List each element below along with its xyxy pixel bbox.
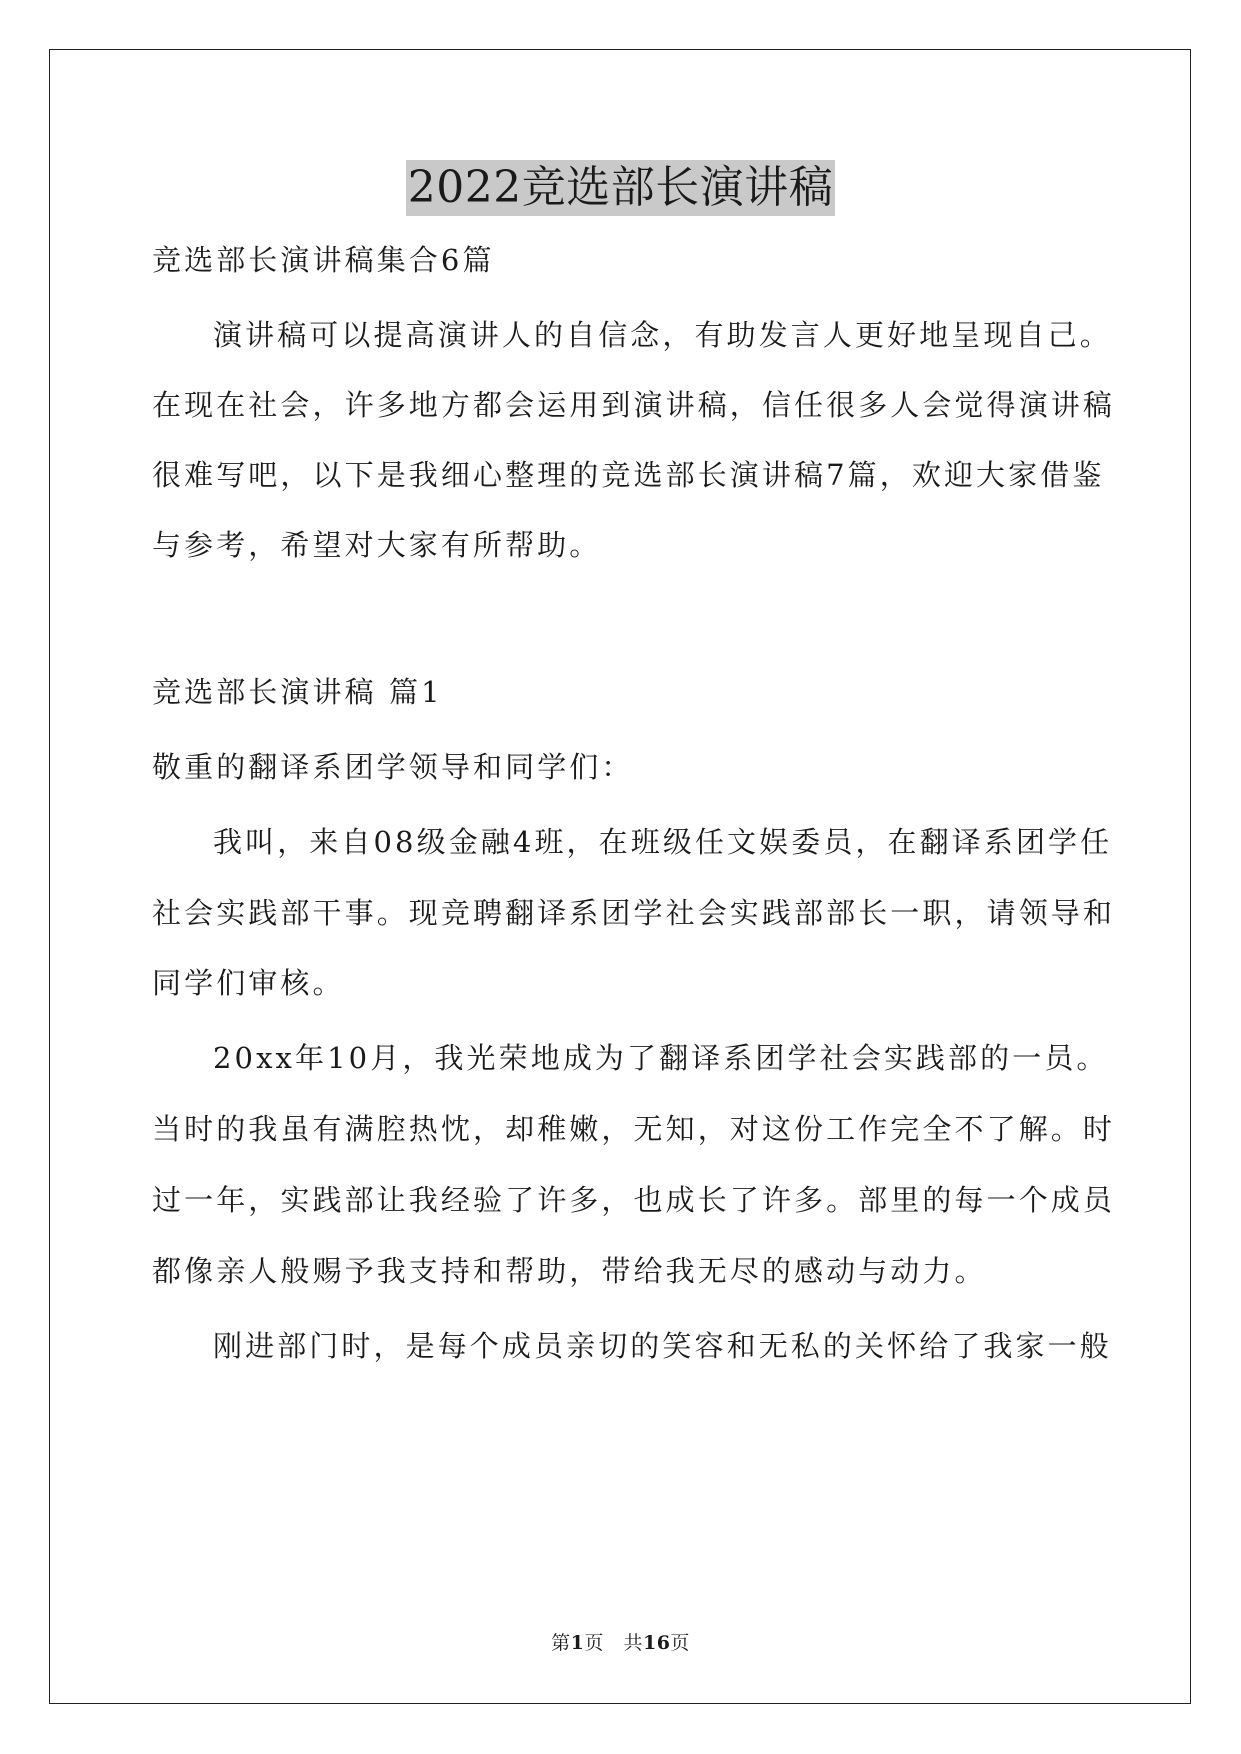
section-heading: 竞选部长演讲稿 篇1 — [152, 675, 443, 709]
document-title: 2022竞选部长演讲稿 — [406, 160, 835, 216]
paragraph-line: 当时的我虽有满腔热忱，却稚嫩，无知，对这份工作完全不了解。时 — [152, 1112, 1116, 1146]
footer-page-prefix: 第 — [551, 1632, 571, 1654]
paragraph-line: 同学们审核。 — [152, 966, 345, 1000]
paragraph-line: 社会实践部干事。现竞聘翻译系团学社会实践部部长一职，请领导和 — [152, 896, 1116, 930]
salutation-line: 敬重的翻译系团学领导和同学们： — [152, 750, 634, 784]
paragraph-line: 都像亲人般赐予我支持和帮助，带给我无尽的感动与动力。 — [152, 1254, 987, 1288]
paragraph-line: 过一年，实践部让我经验了许多，也成长了许多。部里的每一个成员 — [152, 1183, 1116, 1217]
footer-total-pages: 16 — [642, 1632, 671, 1654]
paragraph-line: 与参考，希望对大家有所帮助。 — [152, 528, 602, 562]
page-footer — [0, 1631, 1241, 1655]
paragraph-line: 刚进部门时，是每个成员亲切的笑容和无私的关怀给了我家一般 — [213, 1329, 1112, 1363]
paragraph-line: 20xx年10月，我光荣地成为了翻译系团学社会实践部的一员。 — [213, 1041, 1109, 1075]
footer-total-prefix: 共 — [623, 1632, 643, 1654]
footer-page-suffix: 页 — [584, 1632, 604, 1654]
paragraph-line: 很难写吧，以下是我细心整理的竞选部长演讲稿7篇，欢迎大家借鉴 — [152, 458, 1105, 492]
subtitle-line: 竞选部长演讲稿集合6篇 — [152, 243, 495, 277]
paragraph-line: 我叫，来自08级金融4班，在班级任文娱委员，在翻译系团学任 — [213, 825, 1113, 859]
page-border — [49, 49, 1191, 1704]
title-container — [0, 160, 1241, 216]
paragraph-line: 演讲稿可以提高演讲人的自信念，有助发言人更好地呈现自己。 — [213, 318, 1112, 352]
footer-total-suffix: 页 — [670, 1632, 690, 1654]
paragraph-line: 在现在社会，许多地方都会运用到演讲稿，信任很多人会觉得演讲稿 — [152, 388, 1116, 422]
footer-page-number: 1 — [570, 1632, 585, 1654]
